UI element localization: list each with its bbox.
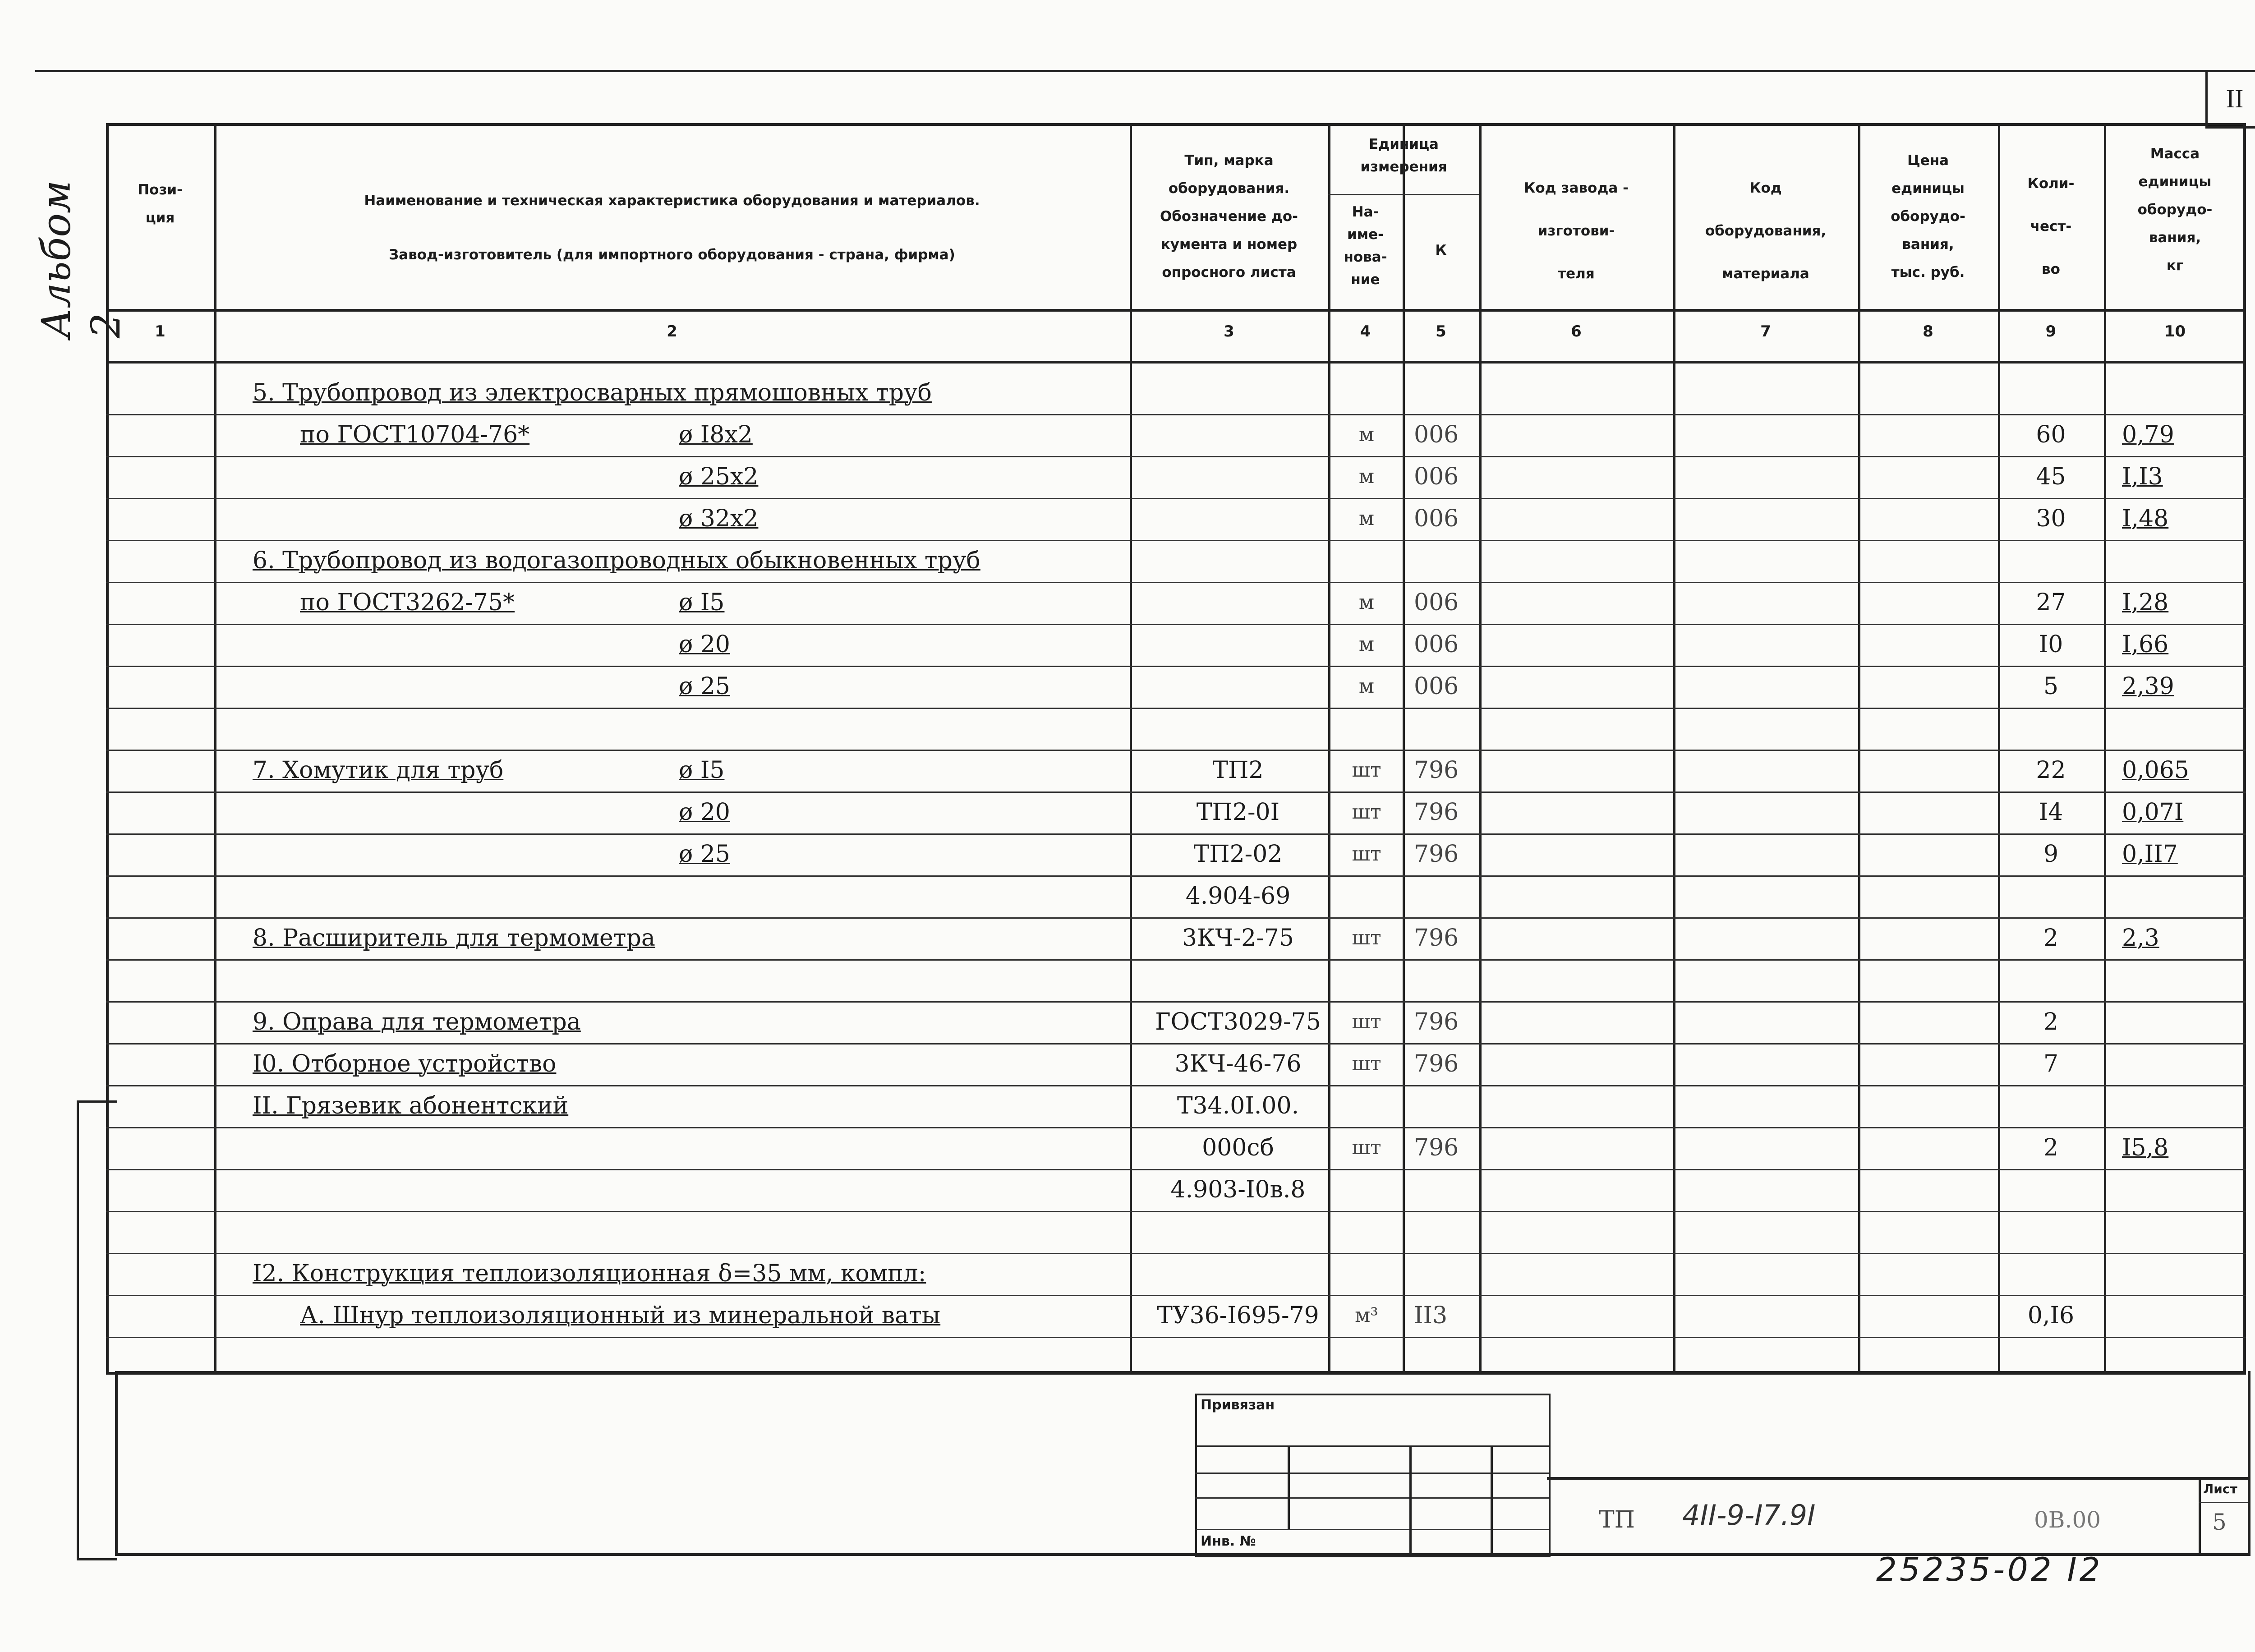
row-type: ГОСТ3029-75: [1155, 1008, 1321, 1035]
row-mass: 0,07I: [2122, 799, 2184, 826]
header-type-line: кумента и номер: [1160, 236, 1298, 253]
list-number: 5: [2212, 1509, 2227, 1535]
header-type: [1130, 147, 1328, 286]
row-type: Т34.0I.00.: [1177, 1092, 1299, 1119]
header-bottom-line: [106, 309, 2246, 312]
list-label: Лист: [2203, 1482, 2237, 1496]
row-name: 7. Хомутик для труб: [253, 757, 504, 784]
header-price-line: оборудо-: [1891, 208, 1965, 225]
row-qty: I0: [2039, 631, 2063, 658]
row-qty: 45: [2036, 463, 2066, 490]
row-type: 000сб: [1202, 1134, 1274, 1161]
stamp-vline: [1409, 1445, 1412, 1554]
row-qty: 60: [2036, 421, 2066, 448]
header-price-line: единицы: [1891, 180, 1965, 197]
row-name: 6. Трубопровод из водогазопроводных обыкновенных труб: [253, 547, 980, 574]
table-row: [0, 1043, 2255, 1085]
row-type: ТП2: [1212, 757, 1264, 784]
unit-group-line: [1328, 194, 1479, 195]
row-name: 5. Трубопровод из электросварных прямошовных труб: [253, 379, 932, 406]
row-code: 796: [1414, 1134, 1459, 1161]
header-price-line: вания,: [1902, 236, 1954, 253]
header-unit-group-line: измерения: [1360, 159, 1447, 175]
stamp-line: [1195, 1473, 1549, 1474]
table-row: [0, 750, 2255, 791]
header-manufacturer-code-line: Код завода -: [1524, 180, 1629, 196]
top-rule: [35, 70, 2255, 72]
column-number: 9: [2045, 322, 2057, 341]
header-manufacturer-code-line: изготови-: [1537, 223, 1615, 239]
row-unit: м: [1358, 633, 1375, 656]
row-size: ø I5: [679, 757, 725, 784]
row-mass: 0,79: [2122, 421, 2174, 448]
table-row: [0, 456, 2255, 498]
row-code: 006: [1414, 631, 1459, 658]
row-unit: м: [1358, 423, 1375, 446]
row-qty: 2: [2043, 1008, 2059, 1035]
row-qty: 30: [2036, 505, 2066, 532]
row-unit: шт: [1352, 1052, 1381, 1075]
column-number: 2: [667, 322, 677, 341]
row-name: 8. Расширитель для термометра: [253, 925, 655, 952]
row-unit: шт: [1352, 1136, 1381, 1159]
binding-strip: [77, 1100, 117, 1560]
row-size: ø 25: [679, 673, 731, 700]
header-quantity-line: во: [2042, 261, 2060, 277]
row-name: I2. Конструкция теплоизоляционная δ=35 мм, компл:: [253, 1260, 926, 1287]
header-type-line: Тип, марка: [1184, 152, 1274, 169]
column-number: 10: [2164, 322, 2186, 341]
header-manufacturer-code: [1479, 167, 1673, 295]
row-qty: 22: [2036, 757, 2066, 784]
table-row: [0, 1169, 2255, 1211]
header-equipment-code-line: оборудования,: [1705, 223, 1827, 239]
column-number: 6: [1571, 322, 1582, 341]
header-quantity: [1998, 162, 2104, 291]
row-line: [106, 1337, 2246, 1338]
header-unit-code: [1403, 237, 1479, 264]
table-row: [0, 959, 2255, 1001]
row-mass: I,I3: [2122, 463, 2163, 490]
row-name: А. Шнур теплоизоляционный из минеральной ваты: [300, 1302, 941, 1329]
table-row: [0, 1295, 2255, 1337]
row-size: ø 25x2: [679, 463, 759, 490]
table-row: [0, 1253, 2255, 1295]
inventory-label: Инв. №: [1201, 1533, 1256, 1549]
row-unit: шт: [1352, 801, 1381, 824]
row-unit: м³: [1355, 1304, 1378, 1327]
table-row: [0, 833, 2255, 875]
row-unit: шт: [1352, 1010, 1381, 1033]
header-quantity-line: Коли-: [2027, 175, 2075, 192]
doc-suffix: 0В.00: [2034, 1507, 2101, 1533]
row-unit: м: [1358, 675, 1375, 698]
header-equipment-code: [1673, 167, 1858, 295]
row-unit: шт: [1352, 926, 1381, 949]
row-mass: I,48: [2122, 505, 2169, 532]
row-type: 3КЧ-2-75: [1182, 925, 1294, 952]
row-size: ø 20: [679, 799, 731, 826]
stamp-line: [1195, 1445, 1549, 1447]
table-row: [0, 708, 2255, 750]
row-type: 4.904-69: [1185, 883, 1291, 910]
header-position-line: Пози-: [138, 182, 183, 198]
header-equipment-code-line: материала: [1722, 266, 1809, 282]
table-row: [0, 875, 2255, 917]
row-mass: I,66: [2122, 631, 2169, 658]
column-number: 1: [155, 322, 166, 341]
header-quantity-line: чест-: [2030, 218, 2072, 235]
row-mass: I5,8: [2122, 1134, 2169, 1161]
header-name: [241, 174, 1103, 282]
row-name: по ГОСТ3262-75*: [300, 589, 515, 616]
column-number: 5: [1436, 322, 1446, 341]
doc-code: ТП: [1599, 1506, 1635, 1533]
row-code: 796: [1414, 757, 1459, 784]
row-qty: 9: [2043, 841, 2059, 868]
row-type: 4.903-I0в.8: [1170, 1176, 1306, 1203]
project-number: 4II-9-I7.9I: [1682, 1499, 1816, 1532]
row-mass: 2,3: [2122, 925, 2159, 952]
stamp-vline: [1288, 1445, 1290, 1529]
table-row: [0, 1127, 2255, 1169]
header-mass-line: единицы: [2138, 174, 2212, 190]
row-code: 796: [1414, 841, 1459, 868]
row-size: ø 20: [679, 631, 731, 658]
row-qty: 7: [2043, 1050, 2059, 1077]
header-price-line: Цена: [1907, 152, 1949, 169]
row-name: по ГОСТ10704-76*: [300, 421, 530, 448]
row-size: ø 25: [679, 841, 731, 868]
table-row: [0, 414, 2255, 456]
row-code: 796: [1414, 925, 1459, 952]
row-qty: 5: [2043, 673, 2059, 700]
row-mass: 2,39: [2122, 673, 2174, 700]
table-row: [0, 540, 2255, 582]
header-unit-name-line: ние: [1351, 271, 1380, 288]
row-code: 796: [1414, 1008, 1459, 1035]
row-type: 3КЧ-46-76: [1174, 1050, 1302, 1077]
row-name: II. Грязевик абонентский: [253, 1092, 569, 1119]
bottom-frame: [115, 1371, 2250, 1556]
album-label: [32, 158, 129, 338]
header-type-line: оборудования.: [1168, 180, 1290, 197]
bound-stamp-box: [1195, 1394, 1551, 1557]
header-type-line: Обозначение до-: [1160, 208, 1298, 225]
row-size: ø I5: [679, 589, 725, 616]
row-code: 006: [1414, 589, 1459, 616]
row-mass: 0,065: [2122, 757, 2189, 784]
header-unit-group-line: Единица: [1369, 136, 1439, 152]
row-mass: I,28: [2122, 589, 2169, 616]
header-type-line: опросного листа: [1162, 264, 1296, 281]
header-price: [1858, 147, 1998, 286]
header-equipment-code-line: Код: [1749, 180, 1782, 196]
table-row: [0, 1085, 2255, 1127]
row-mass: 0,II7: [2122, 841, 2178, 868]
row-code: II3: [1414, 1302, 1448, 1329]
row-unit: шт: [1352, 759, 1381, 782]
row-code: 006: [1414, 505, 1459, 532]
table-row: [0, 1001, 2255, 1043]
table-row: [0, 624, 2255, 666]
bound-label: Привязан: [1201, 1397, 1275, 1413]
row-code: 006: [1414, 673, 1459, 700]
row-name: I0. Отборное устройство: [253, 1050, 557, 1077]
column-numbers-line: [106, 361, 2246, 364]
table-row: [0, 498, 2255, 540]
header-price-line: тыс. руб.: [1891, 264, 1965, 281]
row-code: 006: [1414, 463, 1459, 490]
row-unit: м: [1358, 591, 1375, 614]
table-row: [0, 582, 2255, 624]
header-unit-code-line: К: [1435, 242, 1447, 258]
header-position-line: ция: [145, 210, 175, 226]
header-position: [106, 176, 214, 232]
row-size: ø 32x2: [679, 505, 759, 532]
row-unit: м: [1358, 465, 1375, 488]
row-qty: 2: [2043, 925, 2059, 952]
list-box-line: [2199, 1502, 2248, 1503]
archive-number: 25235-02 I2: [1876, 1551, 2103, 1588]
stamp-vline: [1491, 1445, 1493, 1554]
header-unit-name-line: име-: [1347, 226, 1384, 243]
header-mass-line: кг: [2166, 258, 2184, 274]
header-name-line: Наименование и техническая характеристика оборудования и материалов.: [364, 193, 980, 209]
row-qty: I4: [2039, 799, 2063, 826]
table-row: [0, 791, 2255, 833]
title-block-line: [1547, 1477, 2248, 1480]
table-row: [0, 372, 2255, 414]
column-number: 4: [1360, 322, 1371, 341]
album-label-text: Альбом 2: [33, 180, 129, 338]
header-mass-line: вания,: [2149, 230, 2201, 246]
row-unit: м: [1358, 507, 1375, 530]
row-type: ТП2-02: [1193, 841, 1283, 868]
header-unit-name-line: На-: [1352, 204, 1379, 220]
row-qty: 0,I6: [2027, 1302, 2075, 1329]
table-row: [0, 1211, 2255, 1253]
header-mass-line: оборудо-: [2137, 202, 2213, 218]
header-unit-name-line: нова-: [1344, 249, 1387, 265]
column-number: 7: [1760, 322, 1771, 341]
row-size: ø I8x2: [679, 421, 753, 448]
table-row: [0, 917, 2255, 959]
row-type: ТП2-0I: [1196, 799, 1280, 826]
stamp-line: [1195, 1529, 1549, 1530]
list-box-line: [2199, 1477, 2201, 1554]
row-code: 796: [1414, 799, 1459, 826]
row-unit: шт: [1352, 842, 1381, 865]
table-row: [0, 666, 2255, 708]
stamp-line: [1195, 1497, 1549, 1499]
header-mass: [2104, 140, 2246, 280]
row-code: 006: [1414, 421, 1459, 448]
header-manufacturer-code-line: теля: [1558, 266, 1595, 282]
header-name-line: Завод-изготовитель (для импортного оборудования - страна, фирма): [389, 247, 955, 263]
row-qty: 2: [2043, 1134, 2059, 1161]
header-unit-name: [1328, 201, 1403, 291]
sheet-number: II: [2226, 84, 2244, 113]
column-number: 3: [1224, 322, 1234, 341]
row-name: 9. Оправа для термометра: [253, 1008, 581, 1035]
row-code: 796: [1414, 1050, 1459, 1077]
row-type: ТУ36-I695-79: [1157, 1302, 1319, 1329]
column-number: 8: [1923, 322, 1933, 341]
header-mass-line: Масса: [2150, 146, 2200, 162]
row-qty: 27: [2036, 589, 2066, 616]
